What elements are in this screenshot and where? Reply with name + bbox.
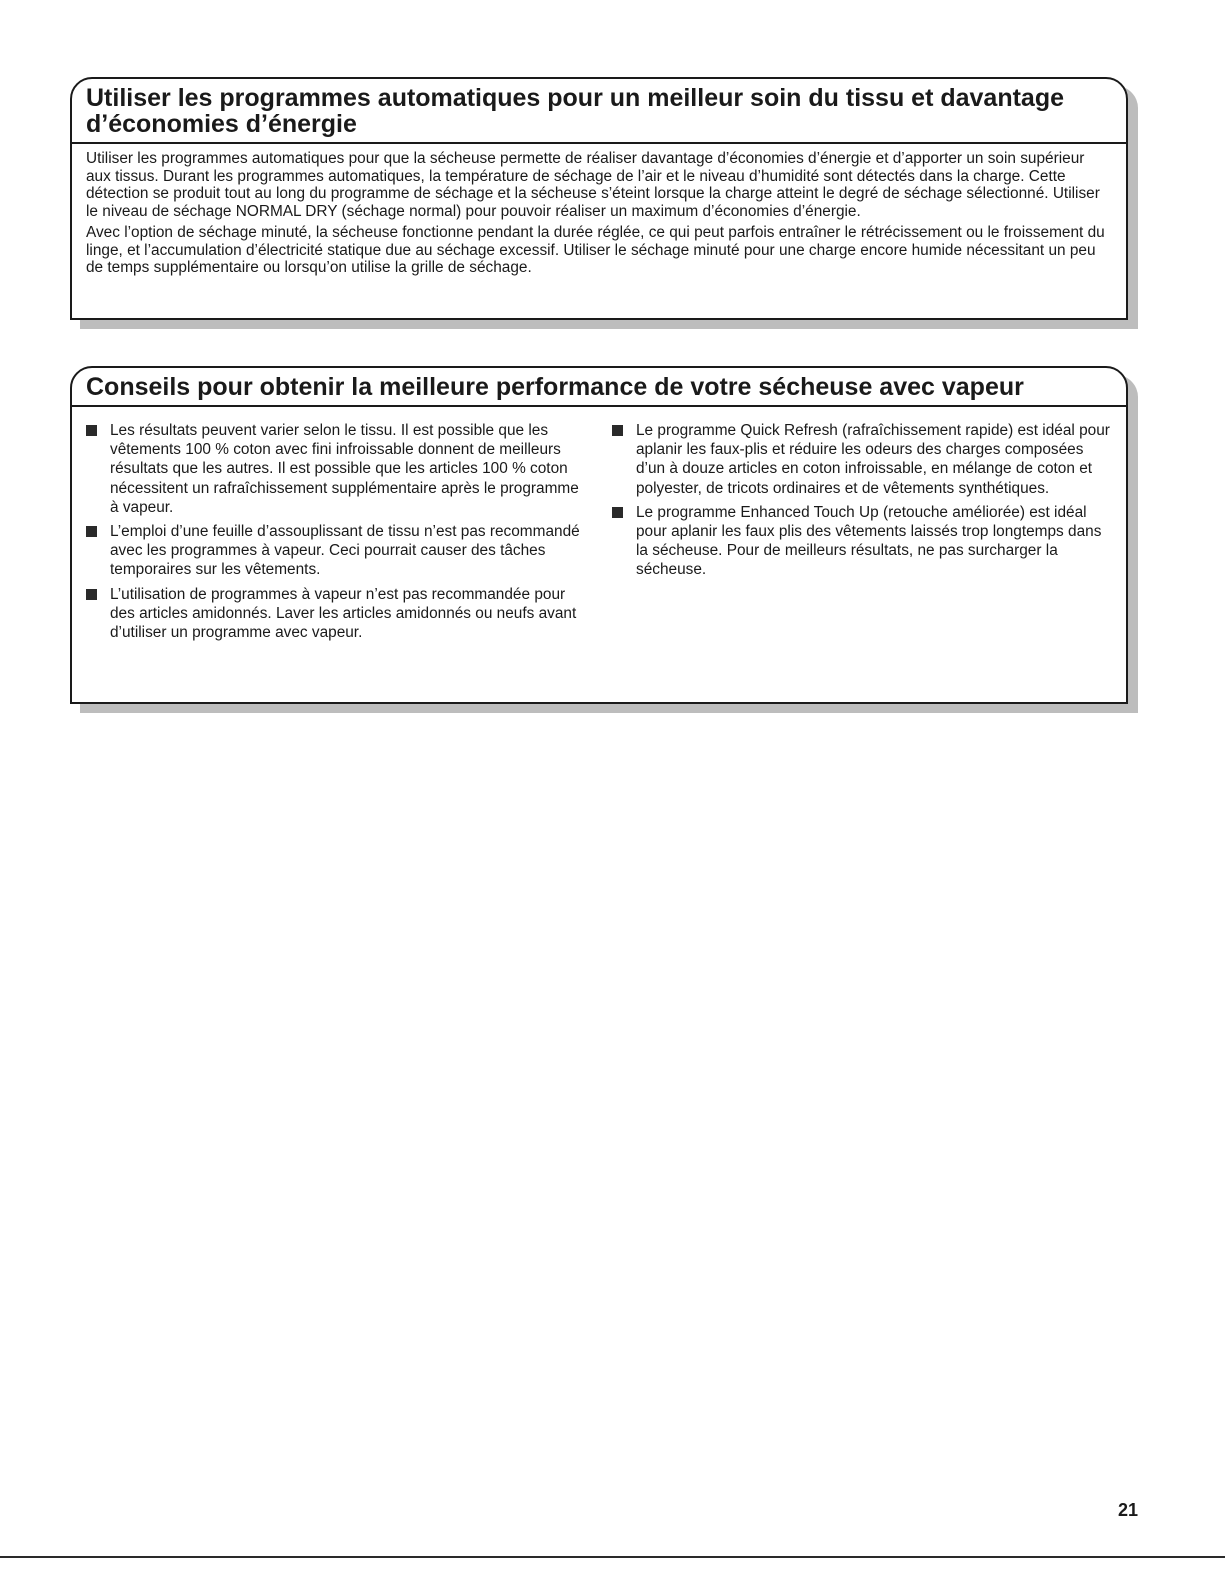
list-item [86,585,584,643]
bullet-list [86,421,584,642]
list-item [612,503,1110,580]
square-bullet-icon [612,507,623,518]
list-item [86,421,584,517]
section-body [72,144,1126,277]
page-bottom-rule [0,1556,1225,1558]
square-bullet-icon [86,589,97,600]
page-number: 21 [1118,1500,1139,1520]
steam-tips-section [70,366,1128,704]
paragraph: Avec l’option de séchage minuté, la sécheuse fonctionne pendant la durée réglée, ce qui peut parfois entraîner le rétrécissement ou le froissement du linge, et l’accumulation d’électricité statique due au séchage excessif. Utiliser le séchage minuté pour une charge encore humide nécessitant un peu de temps supplémentaire ou lorsqu’on utilise la grille de séchage. [86,224,1105,276]
auto-cycles-section [70,77,1128,320]
square-bullet-icon [612,425,623,436]
list-item [612,421,1110,498]
section-title: Conseils pour obtenir la meilleure performance de votre sécheuse avec vapeur [72,368,1126,407]
list-item-text: Le programme Quick Refresh (rafraîchissement rapide) est idéal pour aplanir les faux-plis et réduire les odeurs des charges composées d’un à douze articles en coton infroissable, en mélange de coton et polyester, de tricots ordinaires et de vêtements synthétiques. [636,422,1110,497]
list-item-text: Les résultats peuvent varier selon le tissu. Il est possible que les vêtements 100 % coton avec fini infroissable donnent de meilleurs résultats que les autres. Il est possible que les articles 100 % coton nécessitent un rafraîchissement supplémentaire après le programme à vapeur. [110,422,579,516]
list-item-text: L’emploi d’une feuille d’assouplissant de tissu n’est pas recommandé avec les programmes à vapeur. Ceci pourrait causer des tâches temporaires sur les vêtements. [110,523,580,579]
list-item-text: Le programme Enhanced Touch Up (retouche améliorée) est idéal pour aplanir les faux plis des vêtements laissés trop longtemps dans la sécheuse. Pour de meilleurs résultats, ne pas surcharger la sécheuse. [636,503,1102,579]
square-bullet-icon [86,526,97,537]
left-column [86,421,584,647]
bullet-list [612,421,1110,580]
paragraph: Utiliser les programmes automatiques pour que la sécheuse permette de réaliser davantage d’économies d’énergie et d’apporter un soin supérieur aux tissus. Durant les programmes automatiques, la température de séchage de l’air et le niveau d’humidité sont détectés dans la charge. Cette détection se produit tout au long du programme de séchage et la sécheuse s’éteint lorsque la charge atteint le degré de séchage sélectionné. Utiliser le niveau de séchage NORMAL DRY (séchage normal) pour pouvoir réaliser un maximum d’économies d’énergie. [86,150,1100,220]
list-item [86,522,584,580]
list-item-text: L’utilisation de programmes à vapeur n’est pas recommandée pour des articles amidonnés. Laver les articles amidonnés ou neufs avant d’utiliser un programme avec vapeur. [110,585,577,642]
square-bullet-icon [86,425,97,436]
section-title: Utiliser les programmes automatiques pour un meilleur soin du tissu et davantage d’économies d’énergie [72,79,1126,144]
right-column [612,421,1110,647]
bullet-columns [72,407,1126,647]
